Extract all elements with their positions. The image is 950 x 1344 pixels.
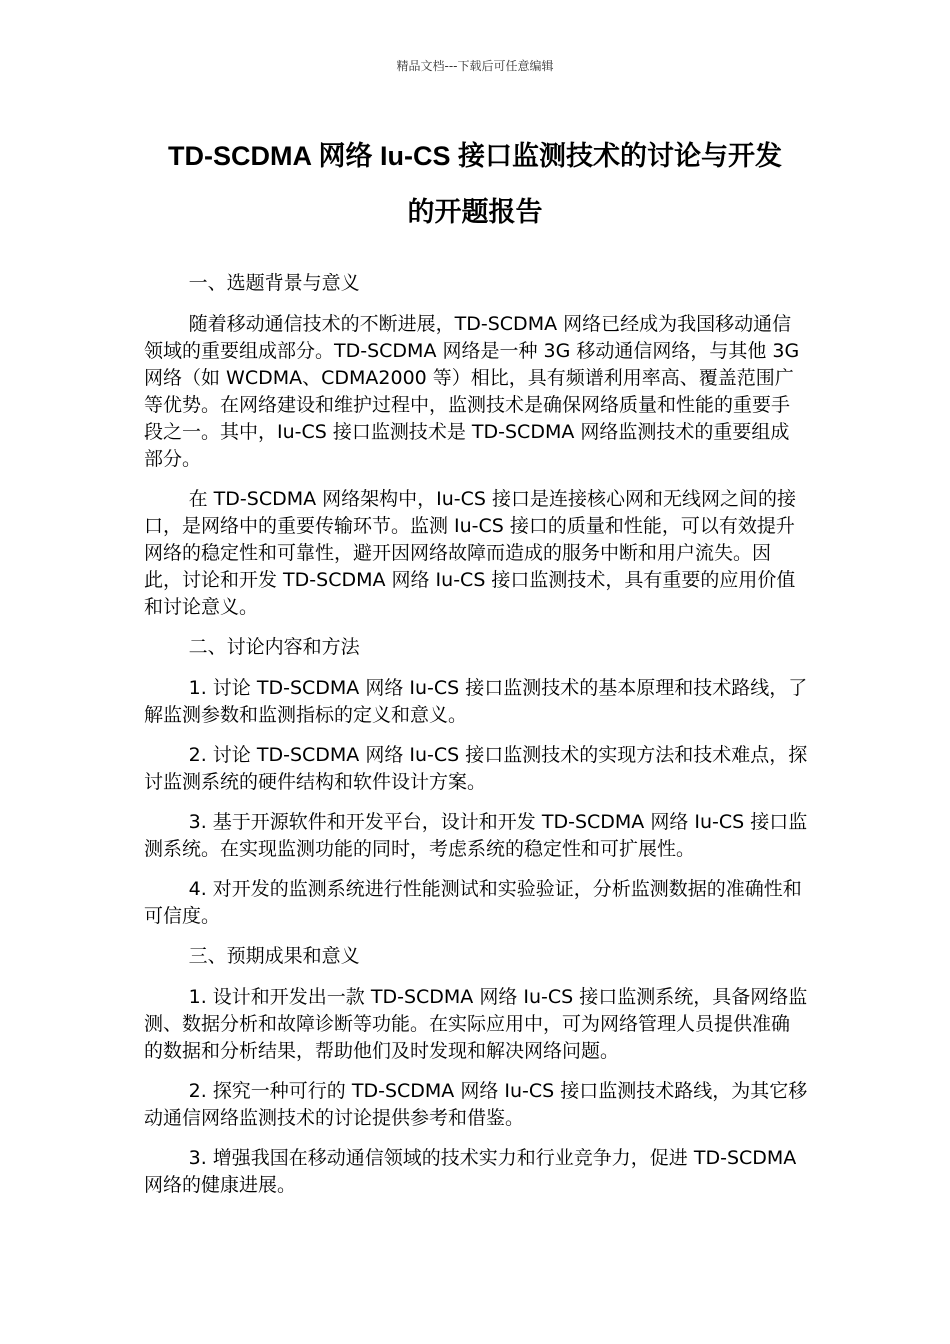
paragraph: 2. 探究一种可行的 TD-SCDMA 网络 Iu-CS 接口监测技术路线，为其它移动通信网络监测技术的讨论提供参考和借鉴。	[144, 1080, 808, 1129]
paragraph: 1. 设计和开发出一款 TD-SCDMA 网络 Iu-CS 接口监测系统，具备网络监测、数据分析和故障诊断等功能。在实际应用中，可为网络管理人员提供准确的数据和分析结果，帮助他们及时发现和解决网络问题。	[144, 986, 808, 1062]
paragraph: 2. 讨论 TD-SCDMA 网络 Iu-CS 接口监测技术的实现方法和技术难点，探讨监测系统的硬件结构和软件设计方案。	[144, 744, 808, 793]
section-heading-methods: 二、讨论内容和方法	[188, 636, 360, 658]
section-heading-outcomes: 三、预期成果和意义	[188, 945, 360, 967]
document-body	[144, 270, 808, 1212]
paragraph: 在 TD-SCDMA 网络架构中，Iu-CS 接口是连接核心网和无线网之间的接口，是网络中的重要传输环节。监测 Iu-CS 接口的质量和性能，可以有效提升网络的稳定性和可靠性，避开因网络故障而造成的服务中断和用户流失。因此，讨论和开发 TD-SCDMA 网络 Iu-CS 接口监测技术，具有重要的应用价值和讨论意义。	[144, 488, 797, 618]
title-line-1: TD-SCDMA 网络 Iu-CS 接口监测技术的讨论与开发	[168, 141, 782, 171]
section-heading-background: 一、选题背景与意义	[188, 272, 360, 294]
paragraph: 3. 增强我国在移动通信领域的技术实力和行业竞争力，促进 TD-SCDMA 网络的健康进展。	[144, 1147, 797, 1196]
paragraph: 1. 讨论 TD-SCDMA 网络 Iu-CS 接口监测技术的基本原理和技术路线，了解监测参数和监测指标的定义和意义。	[144, 677, 808, 726]
paragraph: 4. 对开发的监测系统进行性能测试和实验验证，分析监测数据的准确性和可信度。	[144, 878, 802, 927]
title-line-2: 的开题报告	[407, 197, 543, 227]
paragraph: 3. 基于开源软件和开发平台，设计和开发 TD-SCDMA 网络 Iu-CS 接口监测系统。在实现监测功能的同时，考虑系统的稳定性和可扩展性。	[144, 811, 808, 860]
paragraph: 随着移动通信技术的不断进展，TD-SCDMA 网络已经成为我国移动通信领域的重要组成部分。TD-SCDMA 网络是一种 3G 移动通信网络，与其他 3G 网络（如 WCDMA、CDMA2000 等）相比，具有频谱利用率高、覆盖范围广等优势。在网络建设和维护过程中，监测技术是确保网络质量和性能的重要手段之一。其中，Iu-CS 接口监测技术是 TD-SCDMA 网络监测技术的重要组成部分。	[144, 313, 800, 470]
document-title	[120, 128, 830, 240]
page-header-note: 精品文档---下载后可任意编辑	[396, 59, 554, 73]
